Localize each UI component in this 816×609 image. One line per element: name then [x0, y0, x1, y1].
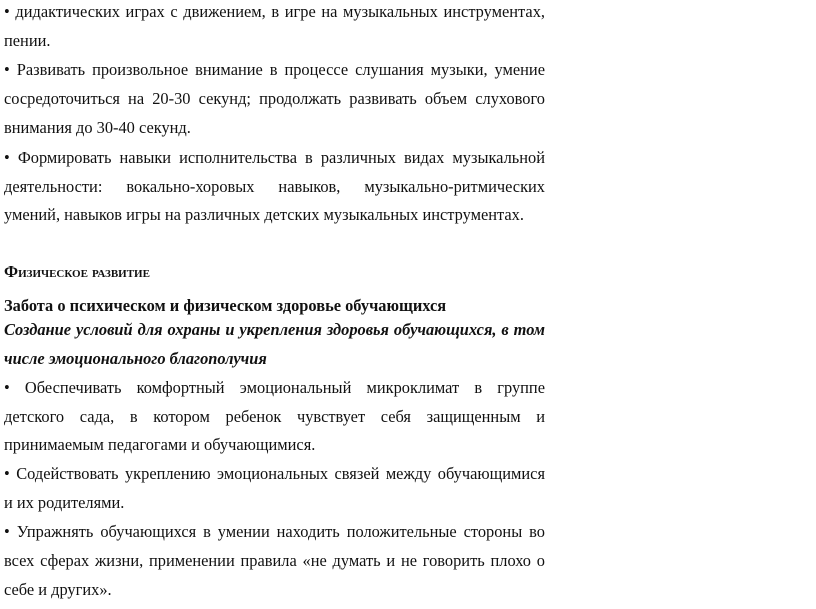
bullet-marker: •	[4, 464, 10, 483]
line-text: Развивать произвольное внимание в процессе слушания музыки, умение	[16, 60, 545, 79]
bullet-marker: •	[4, 378, 10, 397]
paragraph-line	[4, 2, 545, 22]
paragraph-line	[4, 493, 545, 513]
line-text: сосредоточиться на 20-30 секунд; продолжать развивать объем слухового	[4, 89, 545, 108]
paragraph-line	[4, 60, 545, 80]
bullet-marker: •	[4, 60, 10, 79]
line-text: Обеспечивать комфортный эмоциональный микроклимат в группе	[24, 378, 545, 397]
line-text: и их родителями.	[4, 493, 125, 512]
line-text: себе и других».	[4, 580, 112, 599]
paragraph-line	[4, 580, 545, 600]
bullet-marker: •	[4, 2, 10, 21]
line-text: дидактических играх с движением, в игре на музыкальных инструментах,	[15, 2, 545, 21]
line-text: Формировать навыки исполнительства в различных видах музыкальной	[17, 148, 545, 167]
line-text: Упражнять обучающихся в умении находить положительные стороны во	[16, 522, 545, 541]
bullet-marker: •	[4, 522, 10, 541]
section-heading: Физическое развитие	[4, 262, 150, 281]
paragraph-line	[4, 148, 545, 168]
line-text: числе эмоционального благополучия	[4, 349, 267, 368]
italic-heading-line	[4, 320, 545, 340]
line-text: Создание условий для охраны и укрепления здоровья обучающихся, в том	[4, 320, 545, 339]
paragraph-line	[4, 407, 545, 427]
paragraph-line	[4, 89, 545, 109]
paragraph-line	[4, 522, 545, 542]
line-text: детского сада, в котором ребенок чувствует себя защищенным и	[4, 407, 545, 426]
paragraph-line	[4, 177, 545, 197]
italic-heading-line	[4, 349, 545, 369]
paragraph-line	[4, 464, 545, 484]
line-text: деятельности: вокально-хоровых навыков, музыкально-ритмических	[4, 177, 545, 196]
paragraph-line	[4, 118, 545, 138]
paragraph-line	[4, 31, 545, 51]
line-text: умений, навыков игры на различных детских музыкальных инструментах.	[4, 205, 524, 224]
subsection-heading: Забота о психическом и физическом здоровье обучающихся	[4, 296, 447, 315]
paragraph-line	[4, 378, 545, 398]
line-text: внимания до 30-40 секунд.	[4, 118, 191, 137]
paragraph-line	[4, 205, 545, 225]
paragraph-line	[4, 435, 545, 455]
line-text: принимаемым педагогами и обучающимися.	[4, 435, 316, 454]
line-text: пении.	[4, 31, 51, 50]
bullet-marker: •	[4, 148, 10, 167]
line-text: всех сферах жизни, применении правила «не думать и не говорить плохо о	[4, 551, 545, 570]
paragraph-line	[4, 551, 545, 571]
line-text: Содействовать укреплению эмоциональных связей между обучающимися	[16, 464, 545, 483]
